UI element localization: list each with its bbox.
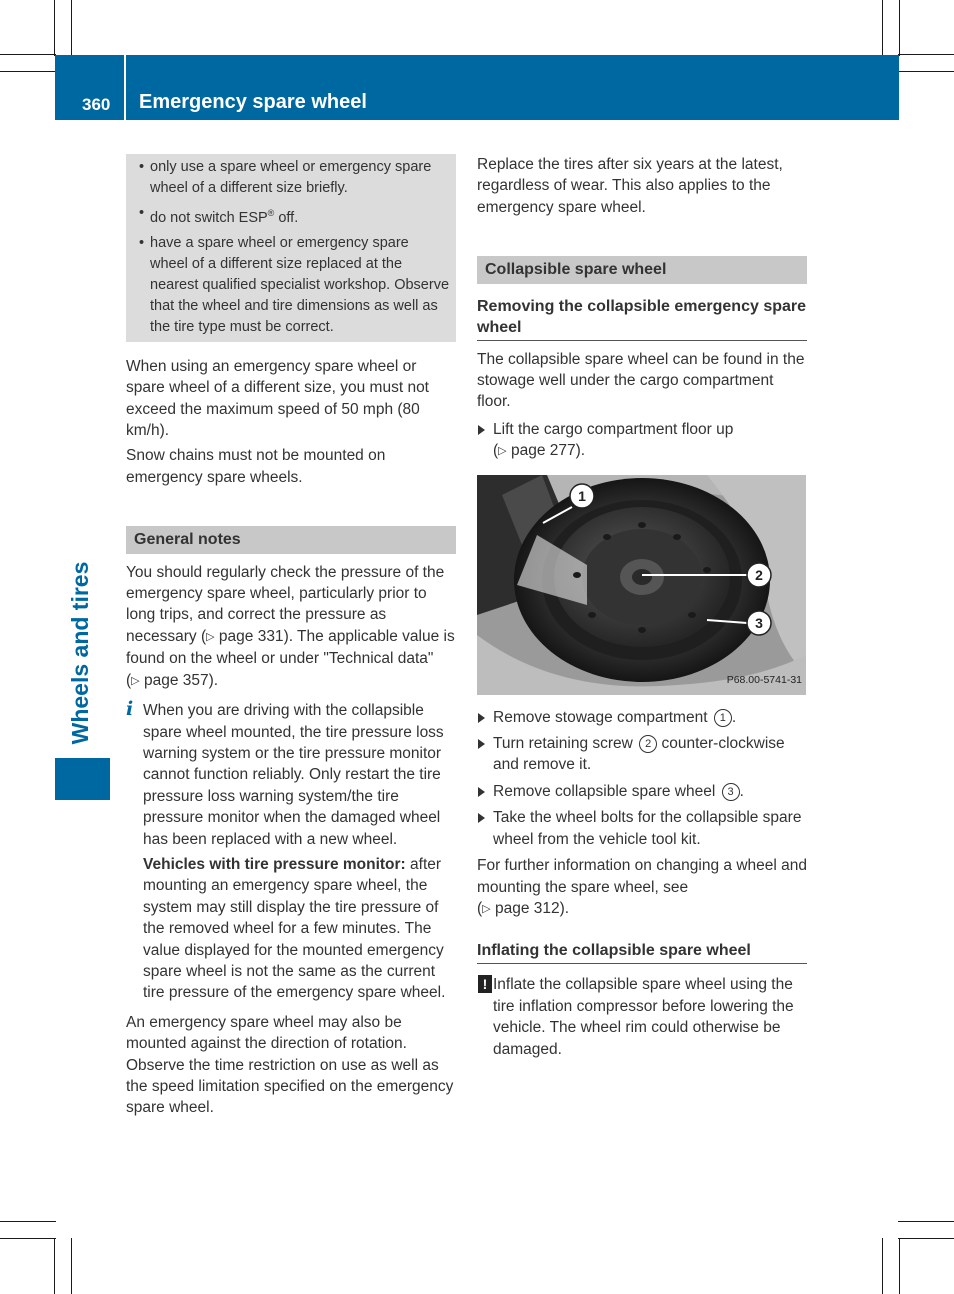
side-tab-label: Wheels and tires bbox=[67, 561, 93, 745]
warning-box bbox=[126, 154, 456, 342]
text-run: For further information on changing a wheel and mounting the spare wheel, see bbox=[477, 857, 808, 896]
warning-inflate bbox=[477, 974, 807, 1060]
section-heading-general-notes: General notes bbox=[126, 526, 456, 553]
text-run: ). bbox=[208, 671, 219, 689]
subheading-inflating: Inflating the collapsible spare wheel bbox=[477, 940, 807, 964]
crop-mark bbox=[898, 1238, 954, 1239]
info-note bbox=[126, 700, 456, 1004]
step-text: counter-clockwise and remove it. bbox=[493, 735, 785, 774]
info-text-2 bbox=[143, 854, 456, 1004]
crop-mark bbox=[0, 1221, 56, 1222]
triangle-right-icon bbox=[478, 813, 485, 823]
warning-item-text: do not switch ESP bbox=[150, 209, 268, 226]
paragraph-replace: Replace the tires after six years at the latest, regardless of wear. This also applies to the emergency spare wheel. bbox=[477, 156, 783, 216]
photo-code: P68.00-5741-31 bbox=[726, 674, 802, 687]
crop-mark bbox=[899, 0, 900, 56]
crop-mark bbox=[54, 1238, 55, 1294]
spare-wheel-photo bbox=[477, 475, 806, 695]
crop-mark bbox=[898, 71, 954, 72]
header-divider bbox=[124, 55, 126, 120]
page-reference-link[interactable]: page 312 bbox=[494, 899, 560, 917]
callout-3-label: 3 bbox=[755, 614, 763, 631]
callout-ref-1: 1 bbox=[714, 709, 732, 727]
triangle-right-icon bbox=[478, 787, 485, 797]
info-bold-label: Vehicles with tire pressure monitor: bbox=[143, 855, 406, 873]
reference-arrow-icon: ▷ bbox=[498, 445, 507, 458]
step-remove-stowage: Remove stowage compartment 1 . bbox=[477, 707, 807, 728]
paragraph-chains: Snow chains must not be mounted on emergency spare wheels. bbox=[126, 447, 386, 486]
warning-item bbox=[139, 233, 450, 338]
info-text: When you are driving with the collapsible spare wheel mounted, the tire pressure loss warning system or the tire pressure monitor cannot function reliably. Only restart the tire pressure loss warning system/the tire pressure monitor when the damaged wheel has been replaced with a new wheel. bbox=[143, 702, 444, 848]
warning-text: Inflate the collapsible spare wheel using the tire inflation compressor before lowering the vehicle. The wheel rim could otherwise be damaged. bbox=[493, 976, 794, 1058]
page-reference-link[interactable]: page 357 bbox=[143, 671, 209, 689]
crop-mark bbox=[898, 1221, 954, 1222]
info-icon: i bbox=[126, 698, 134, 721]
step-remove-wheel: Remove collapsible spare wheel 3 . bbox=[477, 781, 807, 802]
crop-mark bbox=[882, 1238, 883, 1294]
right-column bbox=[477, 154, 807, 1065]
callout-ref-2: 2 bbox=[639, 735, 657, 753]
registered-mark: ® bbox=[267, 208, 275, 218]
callout-2-label: 2 bbox=[755, 566, 763, 583]
triangle-right-icon bbox=[478, 713, 485, 723]
text-run: You should regularly check the pressure of the emergency spare wheel, particularly prior to long trips, and correct the pressure as necessary ( bbox=[126, 563, 445, 645]
reference-arrow-icon: ▷ bbox=[131, 674, 140, 687]
text-run: ). The applicable value is found on the wheel or under "Technical data" ( bbox=[126, 627, 455, 689]
paragraph-speed: When using an emergency spare wheel or spare wheel of a different size, you must not exceed the maximum speed of 50 mph (80 km/h). bbox=[126, 357, 429, 440]
crop-mark bbox=[0, 71, 56, 72]
left-column bbox=[126, 154, 456, 1123]
triangle-right-icon bbox=[478, 739, 485, 749]
exclamation-icon: ! bbox=[478, 975, 492, 993]
page-number: 360 bbox=[82, 95, 111, 114]
paragraph-further: For further information on changing a wheel and mounting the spare wheel, see (▷ page 312). bbox=[477, 857, 808, 917]
reference-arrow-icon: ▷ bbox=[206, 630, 215, 643]
crop-mark bbox=[882, 0, 883, 56]
warning-item bbox=[139, 157, 450, 199]
step-take-bolts bbox=[477, 807, 807, 850]
step-text: Lift the cargo compartment floor up bbox=[493, 420, 734, 438]
crop-mark bbox=[0, 54, 56, 55]
crop-mark bbox=[898, 54, 954, 55]
subheading-removing: Removing the collapsible emergency spare wheel bbox=[477, 296, 807, 341]
step-lift-floor: Lift the cargo compartment floor up (▷ page 277). bbox=[477, 419, 807, 463]
crop-mark bbox=[71, 1238, 72, 1294]
spare-wheel-illustration bbox=[477, 475, 806, 695]
page-reference-link[interactable]: page 277 bbox=[510, 442, 576, 460]
triangle-right-icon bbox=[478, 425, 485, 435]
callout-1-label: 1 bbox=[578, 487, 586, 504]
page-title: Emergency spare wheel bbox=[139, 91, 367, 113]
paragraph-found: The collapsible spare wheel can be found in the stowage well under the cargo compartment floor. bbox=[477, 350, 805, 411]
step-turn-screw bbox=[477, 733, 807, 776]
step-text: Take the wheel bolts for the collapsible spare wheel from the vehicle tool kit. bbox=[493, 809, 802, 848]
step-text: Turn retaining screw bbox=[493, 735, 633, 753]
warning-item bbox=[139, 203, 450, 229]
paragraph-general bbox=[126, 562, 456, 692]
callout-ref-3: 3 bbox=[722, 783, 740, 801]
warning-item-suffix: off. bbox=[274, 209, 299, 226]
warning-item-text: have a spare wheel or emergency spare wheel of a different size replaced at the nearest qualified specialist workshop. Observe that the wheel and tire dimensions as well as the tire type must be correct. bbox=[150, 234, 450, 335]
paragraph-rotation: An emergency spare wheel may also be mounted against the direction of rotation. Observe the time restriction on use as well as the speed limitation specified on the emergency spare wheel. bbox=[126, 1013, 454, 1117]
crop-mark bbox=[71, 0, 72, 56]
crop-mark bbox=[899, 1238, 900, 1294]
crop-mark bbox=[54, 0, 55, 56]
crop-mark bbox=[0, 1238, 56, 1239]
info-text-run: after mounting an emergency spare wheel, the system may still display the tire pressure of the removed wheel for a few minutes. The value displayed for the mounted emergency spare wheel is not the same as the current tire pressure of the emergency spare wheel. bbox=[143, 855, 446, 1002]
reference-arrow-icon: ▷ bbox=[482, 902, 491, 915]
page-reference-link[interactable]: page 331 bbox=[218, 627, 284, 645]
step-text: Remove stowage compartment bbox=[493, 708, 708, 726]
step-text: Remove collapsible spare wheel bbox=[493, 782, 716, 800]
warning-item-text: only use a spare wheel or emergency spare wheel of a different size briefly. bbox=[150, 159, 432, 196]
section-heading-collapsible: Collapsible spare wheel bbox=[477, 256, 807, 283]
